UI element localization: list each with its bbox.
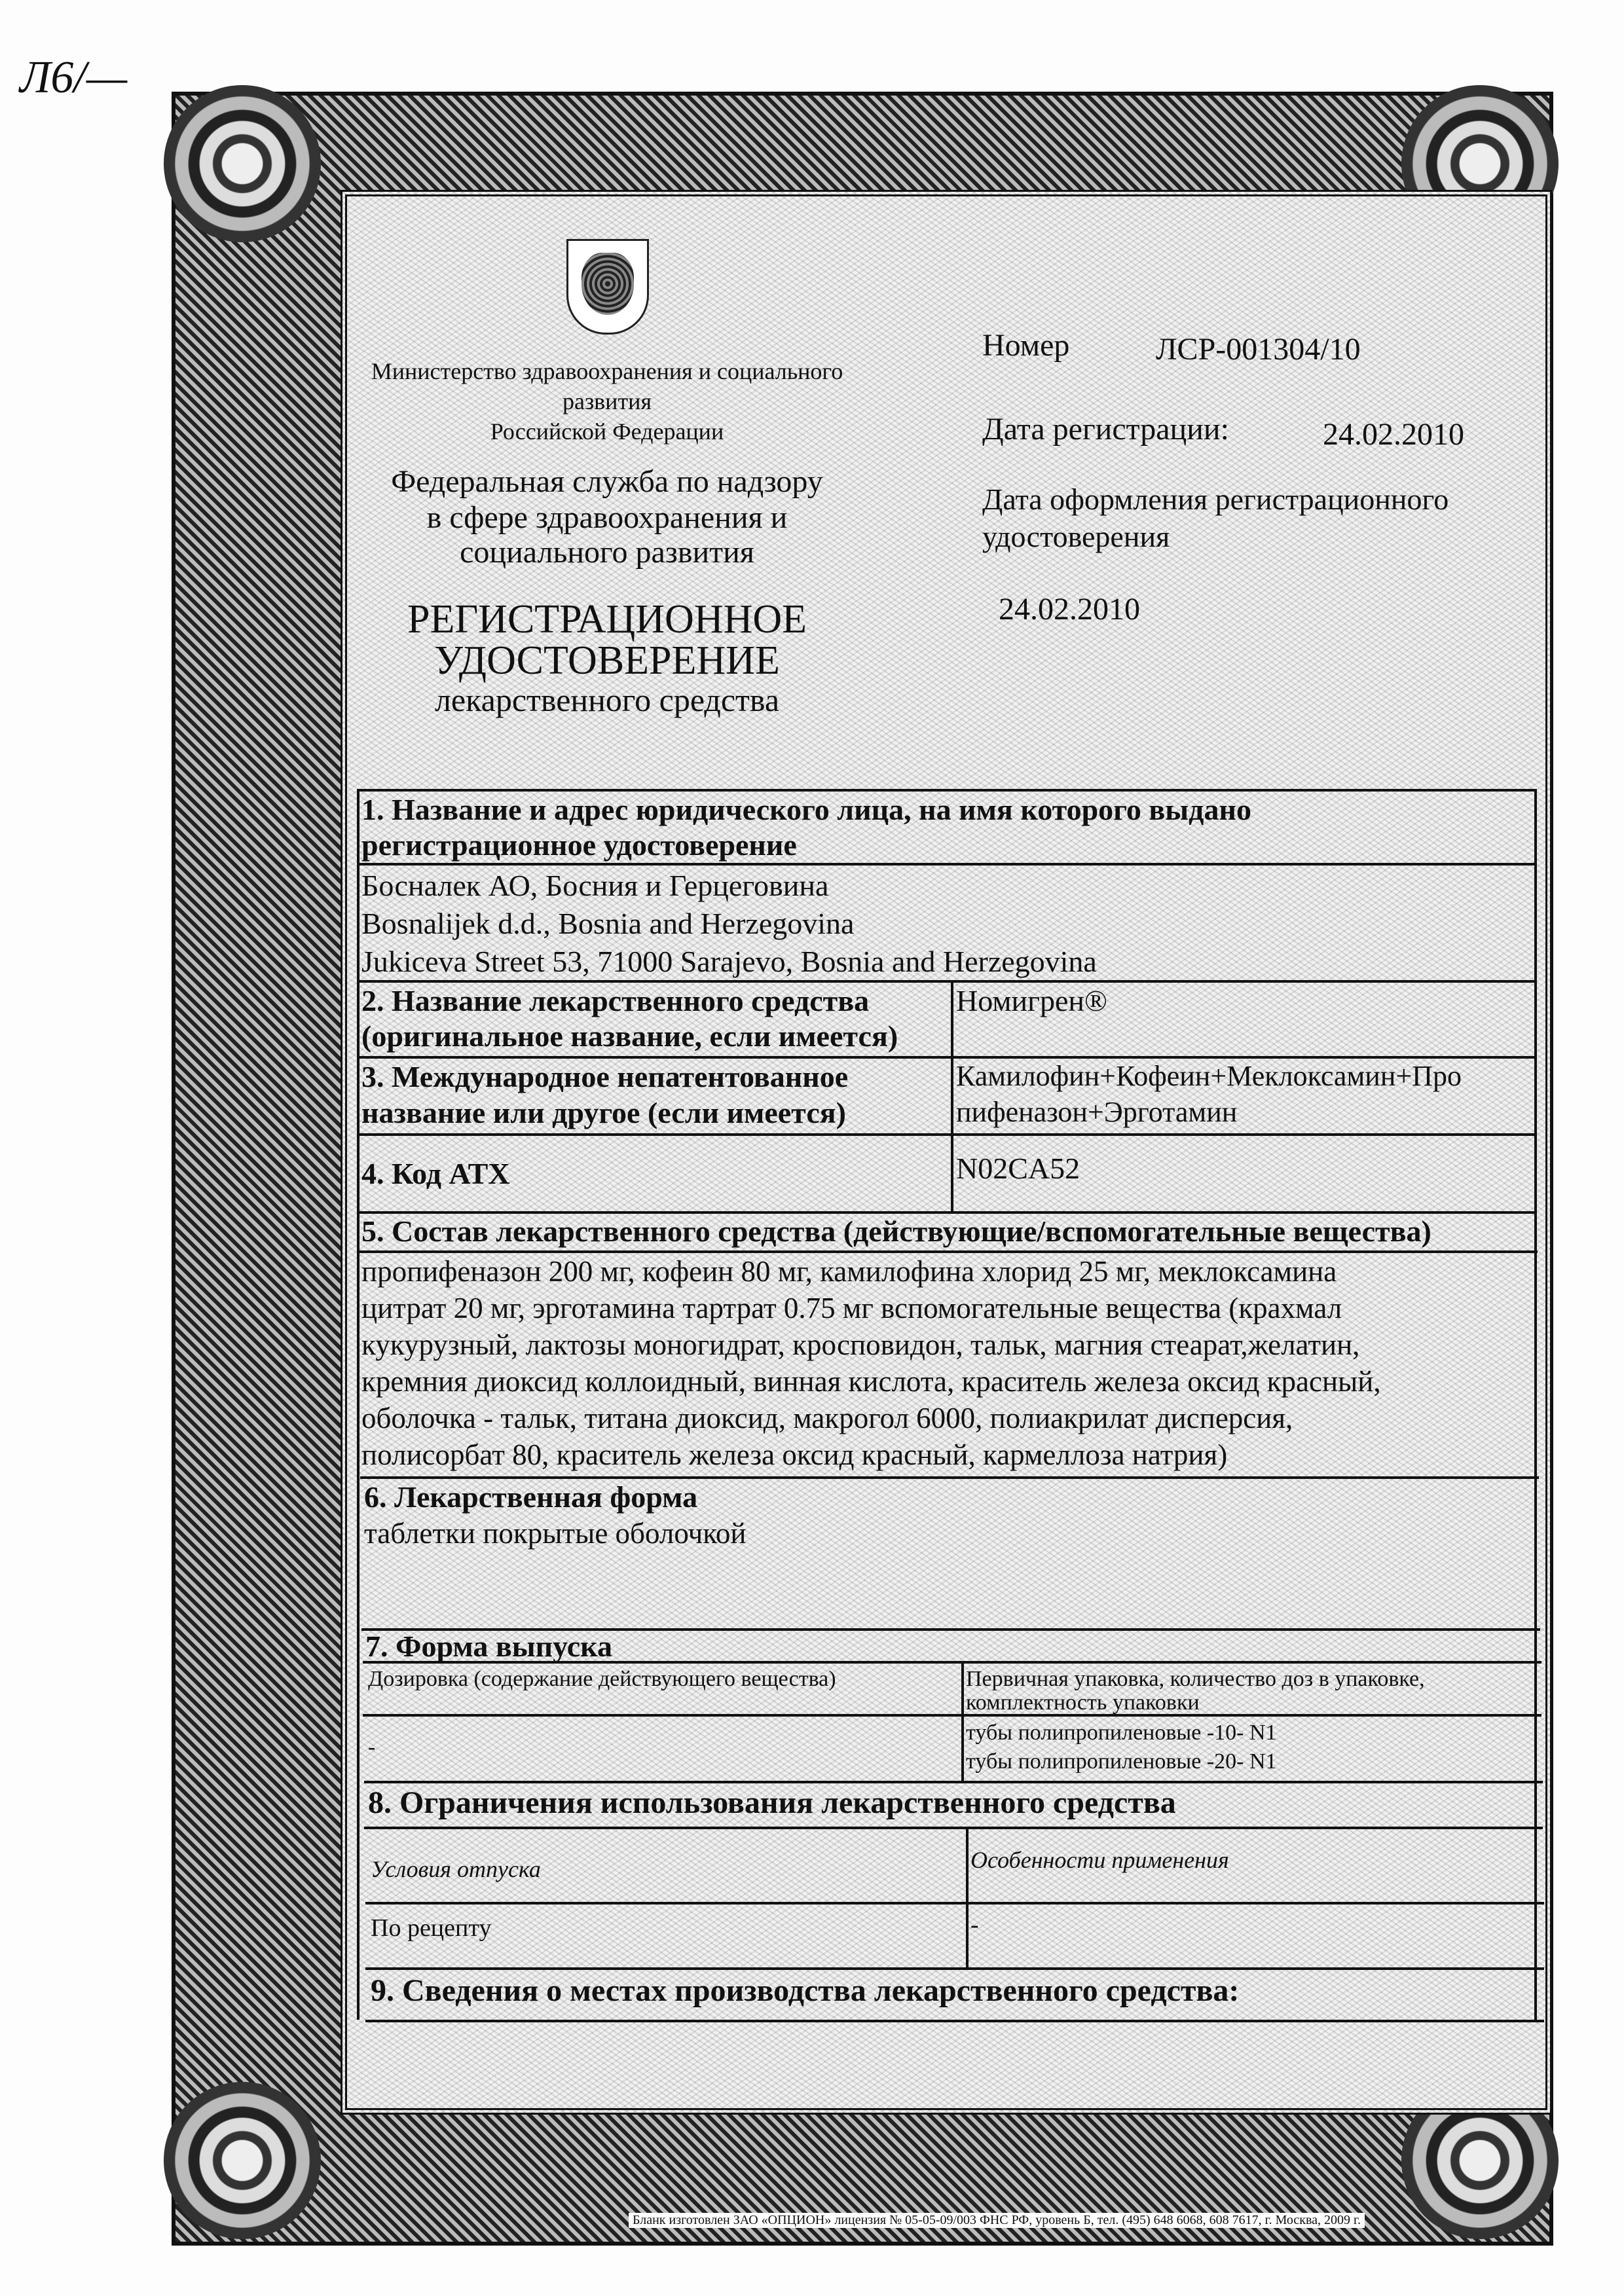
dosage-value: -: [368, 1735, 376, 1759]
packaging-value: тубы полипропиленовые -10- N1: [966, 1721, 1277, 1745]
packaging-column-header: комплектность упаковки: [966, 1690, 1200, 1715]
reg-date-label: Дата регистрации:: [982, 412, 1229, 446]
drug-name-value: Номигрен®: [956, 984, 1107, 1017]
handwritten-note: Л6/—: [20, 52, 128, 103]
usage-features-header: Особенности применения: [970, 1847, 1229, 1873]
dispensing-conditions-value: По рецепту: [371, 1914, 492, 1942]
ministry-line: Российской Федерации: [490, 418, 724, 445]
composition-line: цитрат 20 мг, эрготамина тартрат 0.75 мг вспомогательные вещества (крахмал: [361, 1292, 1342, 1324]
composition-line: оболочка - тальк, титана диоксид, макрогол 6000, полиакрилат дисперсия,: [361, 1402, 1293, 1434]
section-9-title: 9. Сведения о местах производства лекарственного средства:: [371, 1973, 1240, 2008]
section-5-title: 5. Состав лекарственного средства (действующие/вспомогательные вещества): [361, 1214, 1431, 1248]
ministry-line: развития: [562, 388, 652, 414]
composition-line: пропифеназон 200 мг, кофеин 80 мг, камилофина хлорид 25 мг, меклоксамина: [361, 1255, 1337, 1288]
section-1-title: 1. Название и адрес юридического лица, на имя которого выдано: [361, 793, 1251, 826]
section-2-title: 2. Название лекарственного средства: [361, 984, 870, 1017]
dosage-column-header: Дозировка (содержание действующего вещества): [368, 1667, 836, 1691]
reg-date-value: 24.02.2010: [1323, 417, 1464, 452]
corner-rosette: [164, 85, 321, 242]
holder-line: Jukiceva Street 53, 71000 Sarajevo, Bosnia and Herzegovina: [361, 945, 1097, 978]
service-line: социального развития: [460, 535, 754, 570]
document-title: УДОСТОВЕРЕНИЕ: [434, 638, 780, 683]
packaging-column-header: Первичная упаковка, количество доз в упаковке,: [966, 1667, 1425, 1691]
holder-line: Босналек АО, Босния и Герцеговина: [361, 869, 829, 902]
section-6-title: 6. Лекарственная форма: [364, 1480, 698, 1514]
dosage-form-value: таблетки покрытые оболочкой: [364, 1517, 747, 1550]
packaging-value: тубы полипропиленовые -20- N1: [966, 1749, 1277, 1774]
inn-value: пифеназон+Эрготамин: [956, 1096, 1238, 1128]
section-7-title: 7. Форма выпуска: [365, 1630, 612, 1663]
issue-date-value: 24.02.2010: [999, 592, 1140, 627]
section-2-title: (оригинальное название, если имеется): [361, 1019, 898, 1053]
coat-of-arms-emblem: [566, 239, 649, 335]
section-8-title: 8. Ограничения использования лекарственного средства: [368, 1785, 1176, 1820]
number-label: Номер: [982, 328, 1070, 363]
holder-line: Bosnalijek d.d., Bosnia and Herzegovina: [361, 907, 855, 940]
document-subtitle: лекарственного средства: [434, 682, 780, 718]
atc-code-value: N02CA52: [956, 1152, 1080, 1185]
section-1-title: регистрационное удостоверение: [361, 828, 797, 862]
issue-date-label: удостоверения: [982, 520, 1170, 553]
service-line: в сфере здравоохранения и: [426, 500, 788, 535]
issue-date-label: Дата оформления регистрационного: [982, 483, 1449, 516]
composition-line: полисорбат 80, краситель железа оксид красный, кармеллоза натрия): [361, 1438, 1228, 1471]
section-3-title: 3. Международное непатентованное: [361, 1060, 849, 1093]
ministry-line: Министерство здравоохранения и социального: [371, 358, 843, 384]
section-3-title: название или другое (если имеется): [361, 1096, 846, 1129]
document-title: РЕГИСТРАЦИОННОЕ: [407, 597, 807, 642]
corner-rosette: [164, 2082, 321, 2239]
composition-line: кукурузный, лактозы моногидрат, кросповидон, тальк, магния стеарат,желатин,: [361, 1328, 1360, 1361]
form-printer-note: Бланк изготовлен ЗАО «ОПЦИОН» лицензия № 05-05-09/003 ФНС РФ, уровень Б, тел. (495) 648 6068, 608 7617, г. Москва, 2009 г.: [629, 2213, 1365, 2228]
number-value: ЛСР-001304/10: [1156, 332, 1361, 367]
composition-line: кремния диоксид коллоидный, винная кислота, краситель железа оксид красный,: [361, 1365, 1381, 1398]
section-4-title: 4. Код АТХ: [361, 1157, 510, 1190]
usage-features-value: -: [970, 1911, 979, 1939]
dispensing-conditions-header: Условия отпуска: [371, 1856, 541, 1882]
service-line: Федеральная служба по надзору: [391, 464, 823, 499]
inn-value: Камилофин+Кофеин+Меклоксамин+Про: [956, 1060, 1462, 1092]
